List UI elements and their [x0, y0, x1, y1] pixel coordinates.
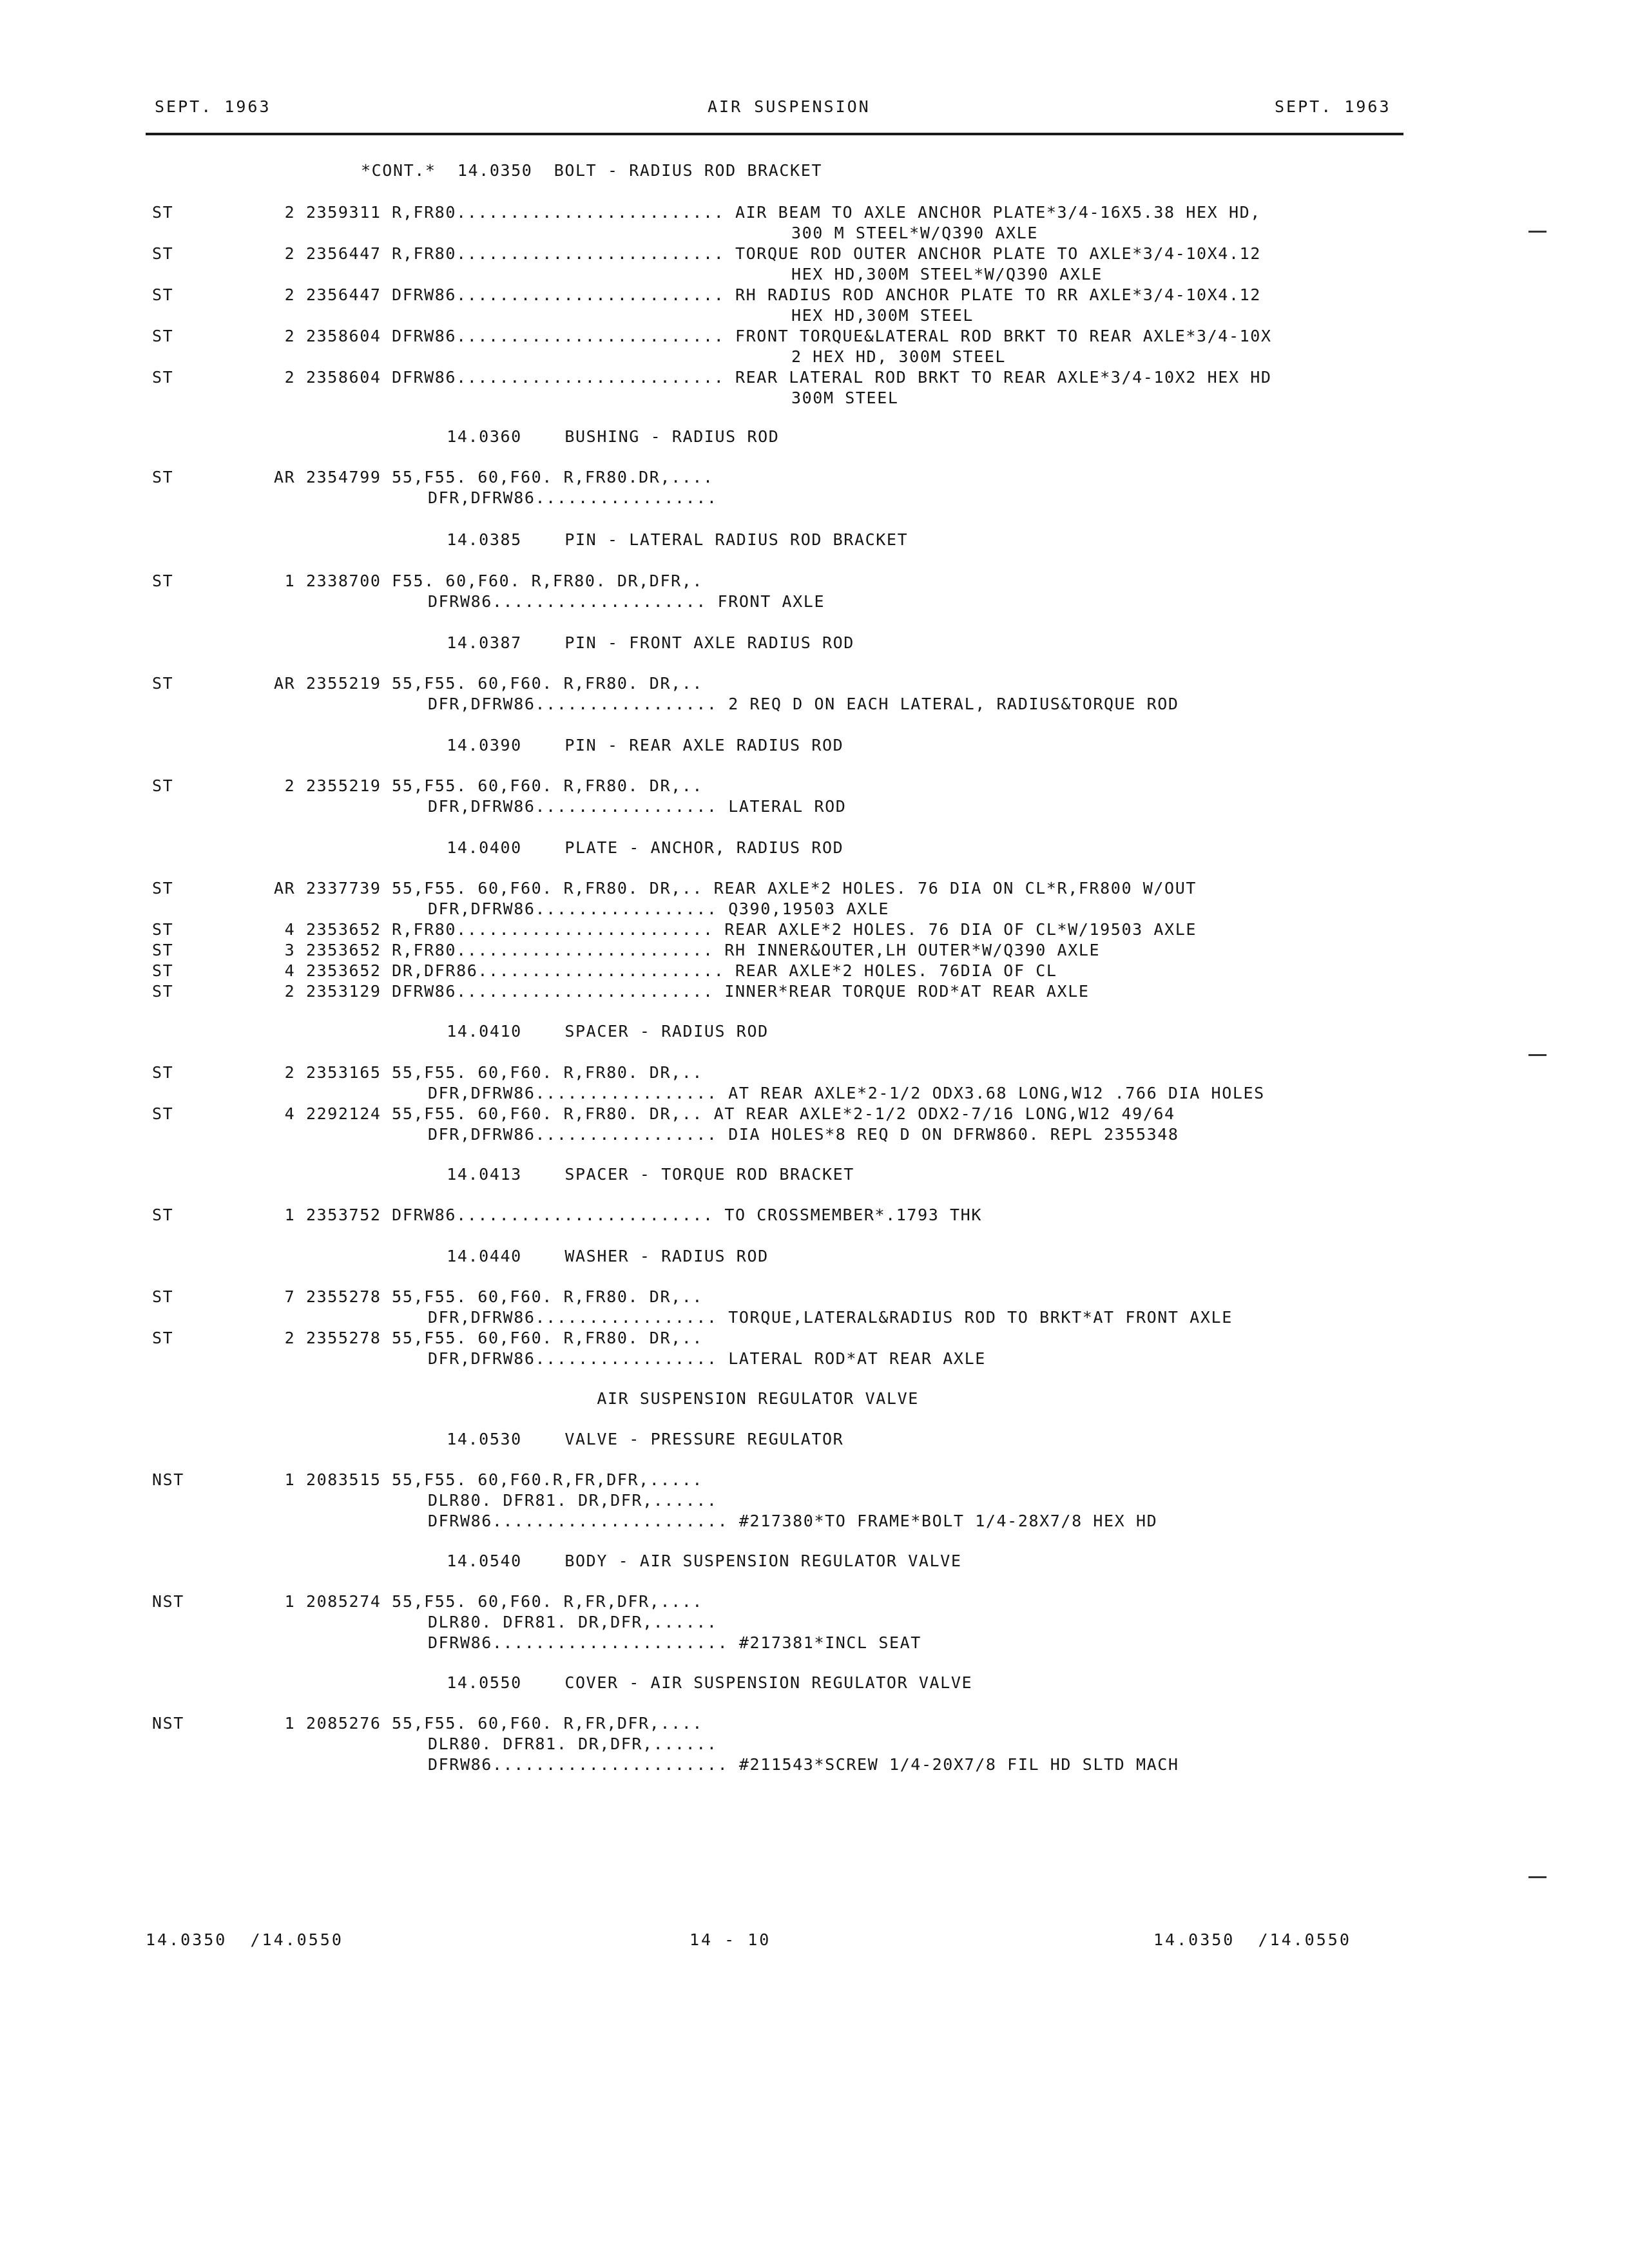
section-heading: 14.0360 BUSHING - RADIUS ROD — [361, 427, 780, 446]
status-code: NST — [152, 1714, 184, 1733]
section-heading: 14.0440 WASHER - RADIUS ROD — [361, 1247, 769, 1265]
section-heading: 14.0410 SPACER - RADIUS ROD — [361, 1022, 769, 1041]
status-code: ST — [152, 368, 174, 387]
part-line: 7 2355278 55,F55. 60,F60. R,FR80. DR,.. — [274, 1287, 704, 1306]
part-line: 2 2359311 R,FR80......................... AIR BEAM TO AXLE ANCHOR PLATE*3/4-16X5.38 HEX HD, — [274, 203, 1261, 222]
status-code: ST — [152, 327, 174, 345]
model-line: DLR80. DFR81. DR,DFR,...... — [428, 1613, 718, 1631]
model-line: DFR,DFRW86................. Q390,19503 AXLE — [428, 899, 890, 918]
status-code: ST — [152, 1287, 174, 1306]
model-line: DFR,DFRW86................. LATERAL ROD — [428, 797, 847, 816]
part-line: 2 2356447 R,FR80......................... TORQUE ROD OUTER ANCHOR PLATE TO AXLE*3/4-10X4.12 — [274, 244, 1261, 263]
status-code: ST — [152, 674, 174, 693]
margin-mark — [1528, 1054, 1547, 1056]
status-code: NST — [152, 1470, 184, 1489]
part-line: AR 2337739 55,F55. 60,F60. R,FR80. DR,.. REAR AXLE*2 HOLES. 76 DIA ON CL*R,FR800 W/OUT — [274, 879, 1197, 898]
section-heading: 14.0387 PIN - FRONT AXLE RADIUS ROD — [361, 633, 854, 652]
section-heading: 14.0550 COVER - AIR SUSPENSION REGULATOR VALVE — [361, 1673, 973, 1692]
status-code: ST — [152, 1063, 174, 1082]
status-code: NST — [152, 1592, 184, 1611]
margin-mark — [1528, 231, 1547, 233]
model-line: DFR,DFRW86................. — [428, 488, 718, 507]
status-code: ST — [152, 776, 174, 795]
section-heading: 14.0390 PIN - REAR AXLE RADIUS ROD — [361, 736, 844, 754]
section-heading: *CONT.* 14.0350 BOLT - RADIUS ROD BRACKET — [361, 161, 823, 180]
status-code: ST — [152, 244, 174, 263]
description-continuation: 2 HEX HD, 300M STEEL — [791, 347, 1007, 366]
part-line: 1 2083515 55,F55. 60,F60.R,FR,DFR,..... — [274, 1470, 704, 1489]
status-code: ST — [152, 879, 174, 898]
model-line: DFR,DFRW86................. DIA HOLES*8 REQ D ON DFRW860. REPL 2355348 — [428, 1125, 1179, 1144]
header-rule — [146, 133, 1403, 135]
footer-right: 14.0350 /14.0550 — [1153, 1930, 1351, 1949]
header-center: AIR SUSPENSION — [708, 97, 871, 116]
section-heading: 14.0400 PLATE - ANCHOR, RADIUS ROD — [361, 838, 844, 857]
model-line: DLR80. DFR81. DR,DFR,...... — [428, 1491, 718, 1510]
description-continuation: 300 M STEEL*W/Q390 AXLE — [791, 224, 1038, 242]
status-code: ST — [152, 920, 174, 939]
model-line: DFR,DFRW86................. 2 REQ D ON EACH LATERAL, RADIUS&TORQUE ROD — [428, 695, 1179, 713]
part-line: AR 2354799 55,F55. 60,F60. R,FR80.DR,.... — [274, 468, 714, 486]
footer-left: 14.0350 /14.0550 — [146, 1930, 343, 1949]
header-left: SEPT. 1963 — [155, 97, 271, 116]
part-line: 2 2358604 DFRW86......................... REAR LATERAL ROD BRKT TO REAR AXLE*3/4-10X2 HEX HD — [274, 368, 1272, 387]
status-code: ST — [152, 1104, 174, 1123]
description-continuation: 300M STEEL — [791, 389, 899, 407]
part-line: 2 2353129 DFRW86........................ INNER*REAR TORQUE ROD*AT REAR AXLE — [274, 982, 1090, 1001]
part-line: 2 2355278 55,F55. 60,F60. R,FR80. DR,.. — [274, 1329, 704, 1347]
model-line: DFRW86...................... #217380*TO FRAME*BOLT 1/4-28X7/8 HEX HD — [428, 1512, 1158, 1530]
margin-mark — [1528, 1876, 1547, 1878]
part-line: 4 2353652 DR,DFR86....................... REAR AXLE*2 HOLES. 76DIA OF CL — [274, 961, 1057, 980]
part-line: 4 2353652 R,FR80........................ REAR AXLE*2 HOLES. 76 DIA OF CL*W/19503 AXLE — [274, 920, 1197, 939]
section-heading: 14.0530 VALVE - PRESSURE REGULATOR — [361, 1430, 844, 1448]
part-line: 3 2353652 R,FR80........................ RH INNER&OUTER,LH OUTER*W/Q390 AXLE — [274, 941, 1101, 959]
status-code: ST — [152, 982, 174, 1001]
status-code: ST — [152, 468, 174, 486]
section-heading: 14.0385 PIN - LATERAL RADIUS ROD BRACKET — [361, 530, 909, 549]
status-code: ST — [152, 285, 174, 304]
model-line: DFRW86...................... #217381*INCL SEAT — [428, 1633, 921, 1652]
part-line: 2 2355219 55,F55. 60,F60. R,FR80. DR,.. — [274, 776, 704, 795]
status-code: ST — [152, 941, 174, 959]
part-line: 4 2292124 55,F55. 60,F60. R,FR80. DR,.. AT REAR AXLE*2-1/2 ODX2-7/16 LONG,W12 49/64 — [274, 1104, 1175, 1123]
section-heading: 14.0413 SPACER - TORQUE ROD BRACKET — [361, 1165, 854, 1184]
section-heading: 14.0540 BODY - AIR SUSPENSION REGULATOR VALVE — [361, 1552, 962, 1570]
model-line: DFRW86...................... #211543*SCREW 1/4-20X7/8 FIL HD SLTD MACH — [428, 1755, 1179, 1774]
model-line: DFR,DFRW86................. LATERAL ROD*AT REAR AXLE — [428, 1349, 986, 1368]
status-code: ST — [152, 572, 174, 590]
status-code: ST — [152, 1206, 174, 1224]
description-continuation: HEX HD,300M STEEL*W/Q390 AXLE — [791, 265, 1103, 284]
header-right: SEPT. 1963 — [1275, 97, 1391, 116]
footer-center: 14 - 10 — [689, 1930, 771, 1949]
model-line: DFRW86.................... FRONT AXLE — [428, 592, 825, 611]
part-line: 2 2356447 DFRW86......................... RH RADIUS ROD ANCHOR PLATE TO RR AXLE*3/4-10X4.12 — [274, 285, 1261, 304]
part-line: 1 2338700 F55. 60,F60. R,FR80. DR,DFR,. — [274, 572, 704, 590]
status-code: ST — [152, 961, 174, 980]
model-line: DFR,DFRW86................. AT REAR AXLE*2-1/2 ODX3.68 LONG,W12 .766 DIA HOLES — [428, 1084, 1265, 1102]
status-code: ST — [152, 203, 174, 222]
description-continuation: HEX HD,300M STEEL — [791, 306, 974, 325]
part-line: 1 2085276 55,F55. 60,F60. R,FR,DFR,.... — [274, 1714, 704, 1733]
part-line: 2 2353165 55,F55. 60,F60. R,FR80. DR,.. — [274, 1063, 704, 1082]
status-code: ST — [152, 1329, 174, 1347]
part-line: 2 2358604 DFRW86......................... FRONT TORQUE&LATERAL ROD BRKT TO REAR AXLE*3/4-10X — [274, 327, 1272, 345]
part-line: 1 2353752 DFRW86........................ TO CROSSMEMBER*.1793 THK — [274, 1206, 982, 1224]
model-line: DLR80. DFR81. DR,DFR,...... — [428, 1735, 718, 1753]
part-line: 1 2085274 55,F55. 60,F60. R,FR,DFR,.... — [274, 1592, 704, 1611]
model-line: DFR,DFRW86................. TORQUE,LATERAL&RADIUS ROD TO BRKT*AT FRONT AXLE — [428, 1308, 1233, 1327]
part-line: AR 2355219 55,F55. 60,F60. R,FR80. DR,.. — [274, 674, 704, 693]
section-heading: AIR SUSPENSION REGULATOR VALVE — [361, 1389, 919, 1408]
